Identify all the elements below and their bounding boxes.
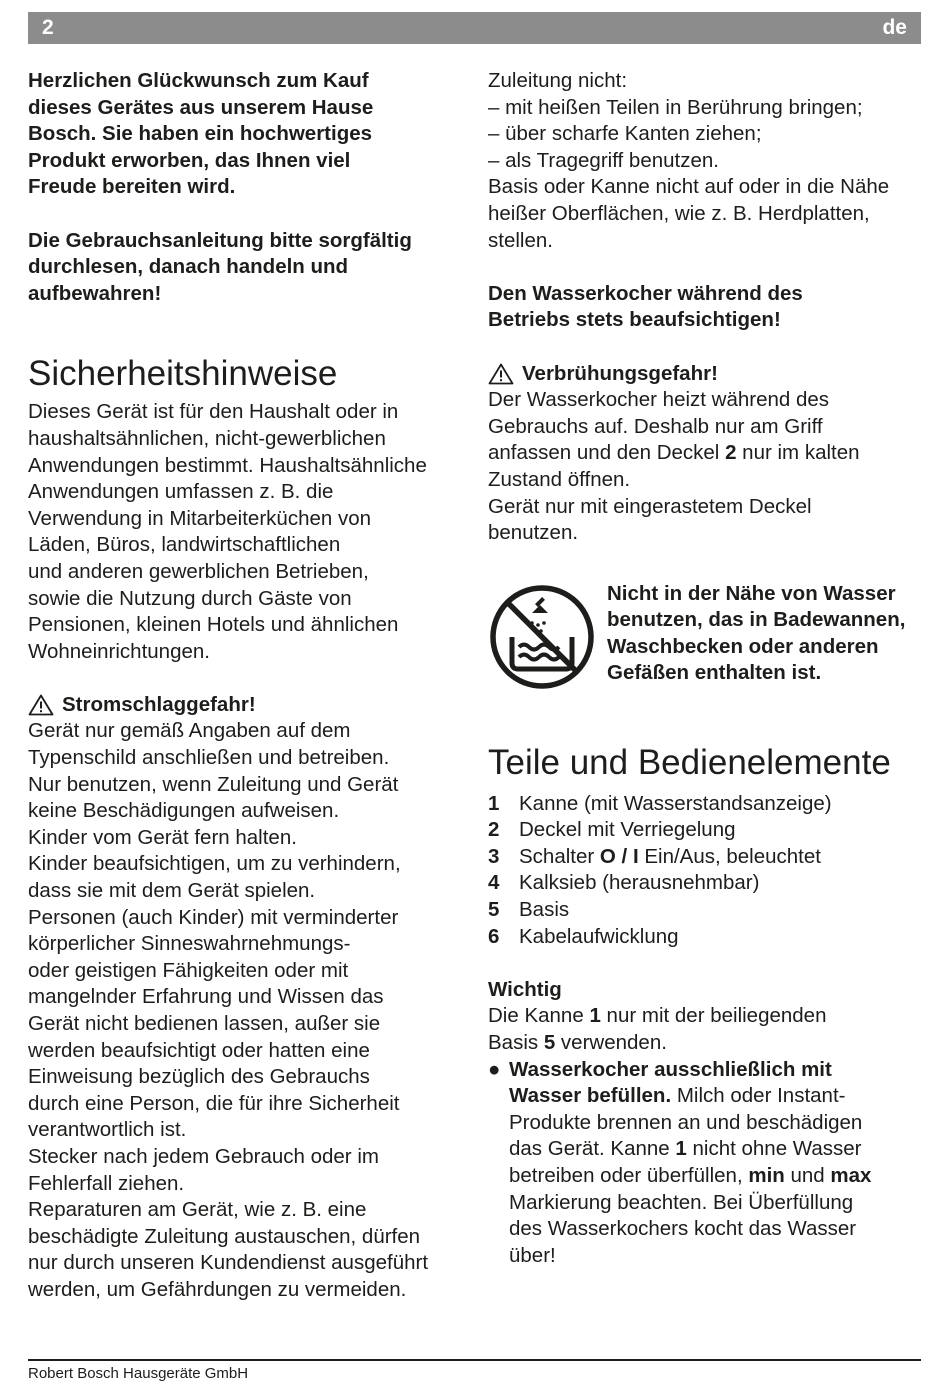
left-column bbox=[28, 68, 468, 1304]
text-line: stellen. bbox=[488, 228, 553, 252]
intro-line: Die Gebrauchsanleitung bitte sorgfältig bbox=[28, 228, 412, 252]
intro-congrats bbox=[28, 68, 468, 201]
text-line: Wasserkocher ausschließlich mit bbox=[509, 1057, 832, 1081]
intro-line: durchlesen, danach handeln und bbox=[28, 255, 349, 279]
text-line: Dieses Gerät ist für den Haushalt oder in bbox=[28, 400, 399, 424]
intro-line: Produkt erworben, das Ihnen viel bbox=[28, 148, 351, 172]
part-number: 1 bbox=[488, 791, 500, 815]
text-line: – mit heißen Teilen in Berührung bringen; bbox=[488, 95, 863, 119]
text-line: Personen (auch Kinder) mit verminderter bbox=[28, 905, 399, 929]
text-span: anfassen und den Deckel bbox=[488, 441, 726, 465]
text-line bbox=[488, 440, 922, 467]
text-line: werden beaufsichtigt oder hatten eine bbox=[28, 1038, 370, 1062]
text-line: Einweisung bezüglich des Gebrauchs bbox=[28, 1065, 370, 1089]
text-line: Kinder beaufsichtigen, um zu verhindern, bbox=[28, 852, 401, 876]
intro-line: aufbewahren! bbox=[28, 281, 162, 305]
text-line: über! bbox=[509, 1243, 556, 1267]
part-label: Kalksieb (herausnehmbar) bbox=[519, 871, 760, 895]
safety-heading: Sicherheitshinweise bbox=[28, 354, 338, 394]
text-line: werden, um Gefährdungen zu vermeiden. bbox=[28, 1277, 407, 1301]
text-line: – über scharfe Kanten ziehen; bbox=[488, 122, 762, 146]
text-line: Markierung beachten. Bei Überfüllung bbox=[509, 1190, 854, 1214]
text-line: benutzen, das in Badewannen, bbox=[607, 608, 906, 632]
text-span: nur im kalten bbox=[736, 441, 860, 465]
text-line: körperlicher Sinneswahrnehmungs- bbox=[28, 932, 351, 956]
important-text bbox=[488, 1003, 922, 1056]
part-ref-number: 2 bbox=[725, 441, 737, 465]
parts-list-item bbox=[488, 924, 922, 951]
text-line: des Wasserkochers kocht das Wasser bbox=[509, 1217, 857, 1241]
part-ref-number: 1 bbox=[589, 1004, 601, 1028]
text-line: betreiben oder überfüllen, min und max bbox=[509, 1164, 872, 1187]
text-line: Gebrauchs auf. Deshalb nur am Griff bbox=[488, 414, 823, 438]
text-line: Die Kanne 1 nur mit der beiliegenden bbox=[488, 1004, 827, 1028]
text-line: das Gerät. Kanne 1 nicht ohne Wasser bbox=[509, 1137, 862, 1161]
shock-warning-title: Stromschlaggefahr! bbox=[62, 692, 256, 716]
important-heading: Wichtig bbox=[488, 977, 562, 1001]
text-line: Nicht in der Nähe von Wasser bbox=[607, 581, 896, 605]
text-line: Wasser befüllen. Milch oder Instant- bbox=[509, 1084, 846, 1108]
scald-warning-title: Verbrühungsgefahr! bbox=[522, 361, 718, 385]
text-line: Pensionen, kleinen Hotels und ähnlichen bbox=[28, 613, 399, 637]
text-line: Gerät nicht bedienen lassen, außer sie bbox=[28, 1012, 381, 1035]
shock-warning-text bbox=[28, 718, 468, 1303]
warning-triangle-icon bbox=[28, 694, 54, 716]
supervise-warning bbox=[488, 281, 922, 334]
part-number: 5 bbox=[488, 898, 500, 922]
part-number: 4 bbox=[488, 871, 500, 895]
part-label: Deckel mit Verriegelung bbox=[519, 818, 736, 842]
part-ref-number: 5 bbox=[543, 1031, 556, 1055]
text-line: benutzen. bbox=[488, 521, 579, 545]
max-label: max bbox=[830, 1164, 872, 1187]
shock-warning-heading bbox=[28, 692, 468, 719]
text-line: Gerät nur gemäß Angaben auf dem bbox=[28, 719, 351, 743]
parts-list-item bbox=[488, 791, 922, 818]
right-column bbox=[488, 68, 922, 1269]
intro-read-instructions bbox=[28, 228, 468, 308]
text-line: oder geistigen Fähigkeiten oder mit bbox=[28, 958, 349, 982]
language-code: de bbox=[882, 16, 907, 39]
no-water-bathtub-icon bbox=[488, 583, 596, 691]
safety-usage-paragraph bbox=[28, 399, 468, 665]
parts-list-item bbox=[488, 817, 922, 844]
text-line: – als Tragegriff benutzen. bbox=[488, 148, 719, 172]
text-line: beschädigte Zuleitung austauschen, dürfen bbox=[28, 1224, 421, 1248]
part-label: Basis bbox=[519, 898, 570, 922]
text-line: Waschbecken oder anderen bbox=[607, 634, 879, 658]
scald-warning-text bbox=[488, 387, 922, 547]
text-line: Kinder vom Gerät fern halten. bbox=[28, 825, 297, 849]
warning-triangle-icon bbox=[488, 363, 514, 385]
text-line: haushaltsähnlichen, nicht-gewerblichen bbox=[28, 426, 386, 450]
text-line: Der Wasserkocher heizt während des bbox=[488, 388, 830, 412]
text-line: Gerät nur mit eingerastetem Deckel bbox=[488, 494, 812, 518]
text-line: Zustand öffnen. bbox=[488, 467, 631, 491]
text-line: heißer Oberflächen, wie z. B. Herdplatten, bbox=[488, 201, 870, 225]
no-water-warning-text bbox=[607, 581, 905, 687]
text-line: Stecker nach jedem Gebrauch oder im bbox=[28, 1144, 379, 1168]
intro-line: Bosch. Sie haben ein hochwertiges bbox=[28, 122, 373, 146]
text-line: Zuleitung nicht: bbox=[488, 69, 628, 92]
text-line: mangelnder Erfahrung und Wissen das bbox=[28, 985, 384, 1009]
part-number: 6 bbox=[488, 924, 500, 948]
text-line: Wohneinrichtungen. bbox=[28, 639, 210, 663]
intro-line: Freude bereiten wird. bbox=[28, 175, 236, 199]
bullet-icon: ● bbox=[488, 1057, 501, 1081]
text-line: keine Beschädigungen aufweisen. bbox=[28, 799, 340, 823]
part-label: Kabelaufwicklung bbox=[519, 924, 679, 948]
text-line: sowie die Nutzung durch Gäste von bbox=[28, 586, 352, 610]
parts-list bbox=[488, 791, 922, 951]
text-line: Anwendungen umfassen z. B. die bbox=[28, 480, 334, 504]
text-line: Fehlerfall ziehen. bbox=[28, 1171, 185, 1195]
text-line: Anwendungen bestimmt. Haushaltsähnliche bbox=[28, 453, 427, 477]
text-line: Basis 5 verwenden. bbox=[488, 1031, 667, 1055]
intro-line: Herzlichen Glückwunsch zum Kauf bbox=[28, 69, 369, 92]
parts-heading: Teile und Bedienelemente bbox=[488, 742, 891, 782]
fill-water-bullet bbox=[488, 1057, 922, 1270]
part-ref-number: 1 bbox=[675, 1137, 687, 1161]
footer-company: Robert Bosch Hausgeräte GmbH bbox=[28, 1365, 249, 1382]
text-line: Basis oder Kanne nicht auf oder in die Nähe bbox=[488, 175, 890, 199]
footer-divider bbox=[28, 1359, 921, 1361]
text-line: Nur benutzen, wenn Zuleitung und Gerät bbox=[28, 772, 399, 796]
part-label: Kanne (mit Wasserstandsanzeige) bbox=[519, 791, 832, 815]
parts-list-item bbox=[488, 844, 922, 871]
page-header-bar bbox=[28, 12, 921, 44]
part-number: 2 bbox=[488, 818, 500, 842]
text-line: dass sie mit dem Gerät spielen. bbox=[28, 879, 316, 903]
text-line: Produkte brennen an und beschädigen bbox=[509, 1110, 863, 1134]
text-line: Verwendung in Mitarbeiterküchen von bbox=[28, 506, 372, 530]
text-line: Läden, Büros, landwirtschaftlichen bbox=[28, 533, 341, 557]
text-line: Betriebs stets beaufsichtigen! bbox=[488, 308, 781, 332]
text-line: Typenschild anschließen und betreiben. bbox=[28, 746, 390, 770]
scald-warning-heading bbox=[488, 361, 922, 388]
page-number: 2 bbox=[42, 16, 54, 39]
part-number: 3 bbox=[488, 844, 500, 868]
parts-list-item bbox=[488, 870, 922, 897]
text-line: Reparaturen am Gerät, wie z. B. eine bbox=[28, 1198, 367, 1222]
text-line: durch eine Person, die für ihre Sicherheit bbox=[28, 1091, 400, 1115]
text-line: und anderen gewerblichen Betrieben, bbox=[28, 559, 369, 583]
parts-list-item bbox=[488, 897, 922, 924]
cord-instructions bbox=[488, 68, 922, 254]
min-label: min bbox=[748, 1164, 785, 1187]
text-line: Den Wasserkocher während des bbox=[488, 281, 803, 305]
text-line: verantwortlich ist. bbox=[28, 1118, 187, 1142]
text-line: nur durch unseren Kundendienst ausgeführt bbox=[28, 1251, 429, 1275]
switch-symbol: O / I bbox=[599, 844, 639, 868]
text-line: Gefäßen enthalten ist. bbox=[607, 661, 822, 685]
intro-line: dieses Gerätes aus unserem Hause bbox=[28, 95, 374, 119]
no-water-warning bbox=[488, 581, 922, 691]
part-label: Schalter O / I Ein/Aus, beleuchtet bbox=[519, 844, 821, 868]
